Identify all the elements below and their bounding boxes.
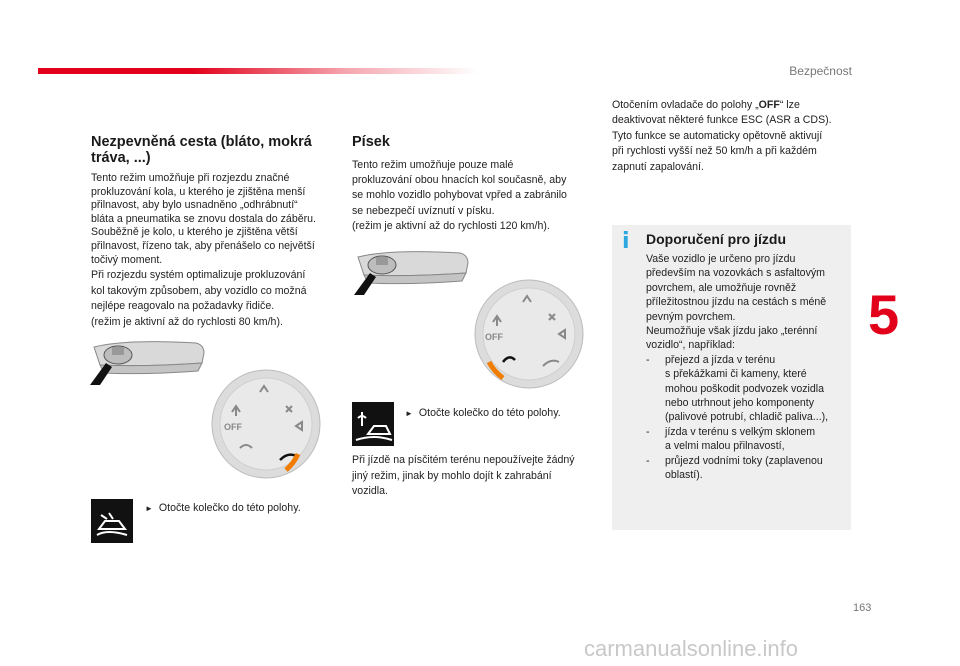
sand-mode-body: Tento režim umožňuje pouze malé prokluzování obou hnacích kol současně, aby se mohlo vozidlo pohybovat vpřed a zabránilo se nebezpečí uvíznutí v písku. (režim je aktivní až do rychlosti 120 km/h). bbox=[352, 159, 567, 232]
driving-tips-intro: Vaše vozidlo je určeno pro jízdu především na vozovkách s asfaltovým povrchem, ale umožňuje rovněž příležitostnou jízdu na cestách s méně pevným povrchem. Neumožňuje však jízdu jako „terénní vozidlo“, například: bbox=[646, 253, 827, 352]
mud-mode-body-2: Při rozjezdu systém optimalizuje prokluzování kol takovým způsobem, aby vozidlo co možná nejlépe reagovalo na požadavky řidiče. (režim je aktivní až do rychlosti 80 km/h). bbox=[91, 269, 307, 328]
mud-instruction bbox=[145, 502, 301, 515]
list-item bbox=[646, 353, 846, 425]
list-dash: - bbox=[646, 353, 650, 366]
dial-off-label: OFF bbox=[224, 422, 242, 432]
list-item bbox=[646, 425, 846, 454]
mud-mode-icon bbox=[91, 499, 133, 543]
page-number: 163 bbox=[853, 602, 872, 614]
mud-mode-body: Tento režim umožňuje při rozjezdu značné prokluzování kola, u kterého je zjištěna menší přilnavost, aby bylo usnadněno „odhrábnutí“ bláta a pneumatika se znovu dostala do záběru. Souběžně je kolo, u kterého je zjištěna větší přilnavost, řízeno tak, aby přenášelo co největší točivý moment. bbox=[91, 172, 316, 266]
section-title: Bezpečnost bbox=[789, 64, 852, 78]
driving-tips-title: Doporučení pro jízdu bbox=[646, 231, 786, 247]
watermark: carmanualsonline.info bbox=[584, 636, 799, 661]
off-body-post: “ lze deaktivovat některé funkce ESC (ASR a CDS). Tyto funkce se automaticky opětovně aktivují při rychlosti vyšší než 50 km/h a při každém zapnutí zapalování. bbox=[612, 99, 832, 173]
off-body-pre: Otočením ovladače do polohy „ bbox=[612, 99, 759, 111]
instruction-arrow-icon-2: ► bbox=[405, 409, 413, 418]
info-icon: i bbox=[622, 229, 630, 254]
off-mode-body bbox=[612, 98, 857, 175]
mode-dial-mud[interactable] bbox=[210, 368, 322, 480]
list-dash: - bbox=[646, 425, 650, 438]
list-item-text: průjezd vodními toky (zaplavenou oblastí). bbox=[665, 454, 823, 482]
dial-off-label-2: OFF bbox=[485, 332, 503, 342]
list-item-text: jízda v terénu s velkým sklonem a velmi malou přilnavostí, bbox=[665, 425, 816, 453]
dashboard-illustration bbox=[86, 337, 206, 387]
driving-tips-text bbox=[646, 252, 846, 483]
sand-instruction bbox=[405, 407, 561, 420]
dashboard-illustration-2 bbox=[350, 247, 470, 297]
list-item bbox=[646, 454, 846, 483]
sand-mode-title: Písek bbox=[352, 134, 390, 150]
instruction-arrow-icon: ► bbox=[145, 504, 153, 513]
chapter-number: 5 bbox=[868, 283, 900, 346]
header-accent-bar bbox=[38, 68, 478, 74]
mud-mode-title: Nezpevněná cesta (bláto, mokrá tráva, ...) bbox=[91, 134, 312, 166]
sand-instruction-text: Otočte kolečko do této polohy. bbox=[418, 407, 561, 419]
off-keyword: OFF bbox=[758, 99, 780, 111]
mode-dial-sand[interactable] bbox=[473, 278, 585, 390]
list-item-text: přejezd a jízda v terénu s překážkami či kameny, které mohou poškodit podvozek vozidla nebo utrhnout jeho komponenty (palivové potrubí, chladič paliva...), bbox=[665, 353, 829, 424]
list-dash: - bbox=[646, 454, 650, 467]
sand-mode-icon bbox=[352, 402, 394, 446]
mud-instruction-text: Otočte kolečko do této polohy. bbox=[158, 502, 301, 514]
sand-warning: Při jízdě na písčitém terénu nepoužívejte žádný jiný režim, jinak by mohlo dojít k zahrabání vozidla. bbox=[352, 454, 575, 497]
